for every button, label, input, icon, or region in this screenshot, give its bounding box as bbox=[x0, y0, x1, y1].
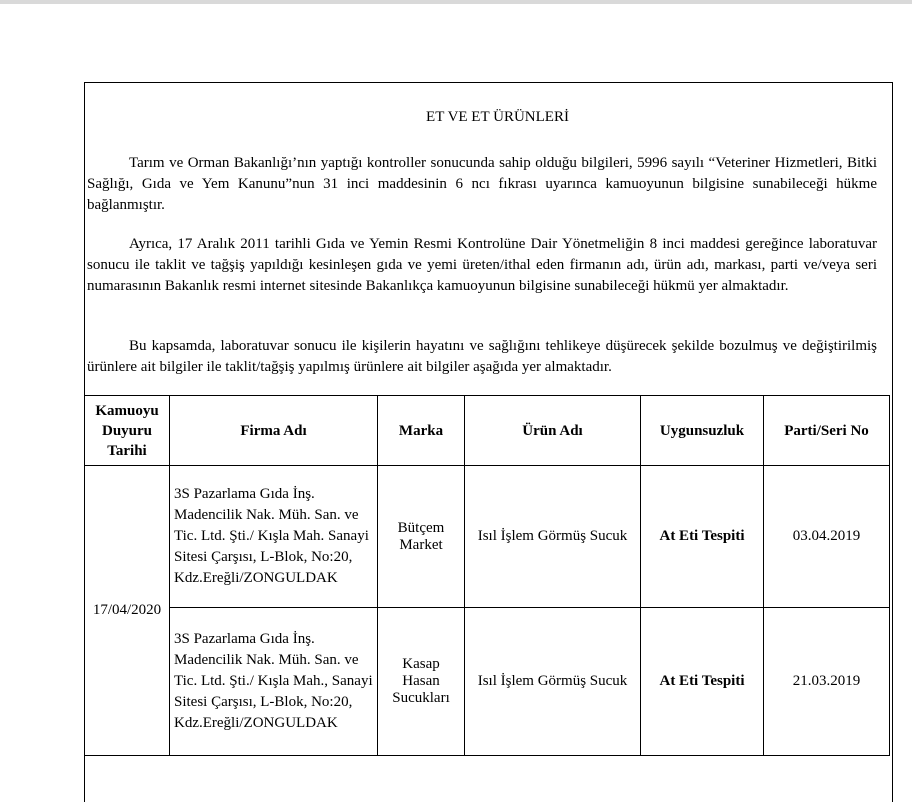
viewer-top-bar bbox=[0, 0, 912, 4]
paragraph-2-text: Ayrıca, 17 Aralık 2011 tarihli Gıda ve Yemin Resmi Kontrolüne Dair Yönetmeliğin 8 inci maddesi gereğince laboratuvar sonucu ile taklit ve tağşiş yapıldığı kesinleşen gıda ve yemi üreten/ithal eden firmanın adı, ürün adı, markası, parti ve/veya seri numarasının Bakanlık resmi internet sitesinde Bakanlıkça kamuoyunun bilgisine sunabileceği hükmü yer almaktadır. bbox=[87, 236, 877, 294]
product-name: Isıl İşlem Görmüş Sucuk bbox=[465, 608, 641, 756]
header-lot: Parti/Seri No bbox=[764, 396, 890, 466]
firm-name: 3S Pazarlama Gıda İnş. Madencilik Nak. Müh. San. ve Tic. Ltd. Şti./ Kışla Mah., Sanayi Sitesi Çarşısı, L-Blok, No:20, Kdz.Ereğli/ZONGULDAK bbox=[170, 608, 378, 756]
header-date: Kamuoyu Duyuru Tarihi bbox=[85, 396, 170, 466]
paragraph-3 bbox=[87, 336, 877, 378]
nonconformity: At Eti Tespiti bbox=[641, 608, 764, 756]
document-frame bbox=[84, 82, 893, 802]
paragraph-1-text: Tarım ve Orman Bakanlığı’nın yaptığı kontroller sonucunda sahip olduğu bilgileri, 5996 sayılı “Veteriner Hizmetleri, Bitki Sağlığı, Gıda ve Yem Kanunu”nun 31 inci maddesinin 6 ncı fıkrası uyarınca kamuoyunun bilgisine sunabileceği hükme bağlanmıştır. bbox=[87, 155, 877, 213]
paragraph-2 bbox=[87, 234, 877, 297]
brand-name: Bütçem Market bbox=[378, 466, 465, 608]
announcement-table bbox=[84, 395, 890, 756]
product-name: Isıl İşlem Görmüş Sucuk bbox=[465, 466, 641, 608]
nonconformity: At Eti Tespiti bbox=[641, 466, 764, 608]
lot-number: 21.03.2019 bbox=[764, 608, 890, 756]
paragraph-3-text: Bu kapsamda, laboratuvar sonucu ile kişilerin hayatını ve sağlığını tehlikeye düşürecek şekilde bozulmuş ve değiştirilmiş ürünlere ait bilgiler ile taklit/tağşiş yapılmış ürünlere ait bilgiler aşağıda yer almaktadır. bbox=[87, 338, 877, 375]
header-firm: Firma Adı bbox=[170, 396, 378, 466]
header-brand: Marka bbox=[378, 396, 465, 466]
brand-name: Kasap Hasan Sucukları bbox=[378, 608, 465, 756]
document-title: ET VE ET ÜRÜNLERİ bbox=[426, 109, 569, 125]
header-issue: Uygunsuzluk bbox=[641, 396, 764, 466]
table-row bbox=[85, 466, 890, 608]
paragraph-1 bbox=[87, 153, 877, 216]
lot-number: 03.04.2019 bbox=[764, 466, 890, 608]
table-row bbox=[85, 608, 890, 756]
header-product: Ürün Adı bbox=[465, 396, 641, 466]
firm-name: 3S Pazarlama Gıda İnş. Madencilik Nak. Müh. San. ve Tic. Ltd. Şti./ Kışla Mah. Sanayi Sitesi Çarşısı, L-Blok, No:20, Kdz.Ereğli/ZONGULDAK bbox=[170, 466, 378, 608]
table-header-row bbox=[85, 396, 890, 466]
announcement-date: 17/04/2020 bbox=[85, 466, 170, 756]
